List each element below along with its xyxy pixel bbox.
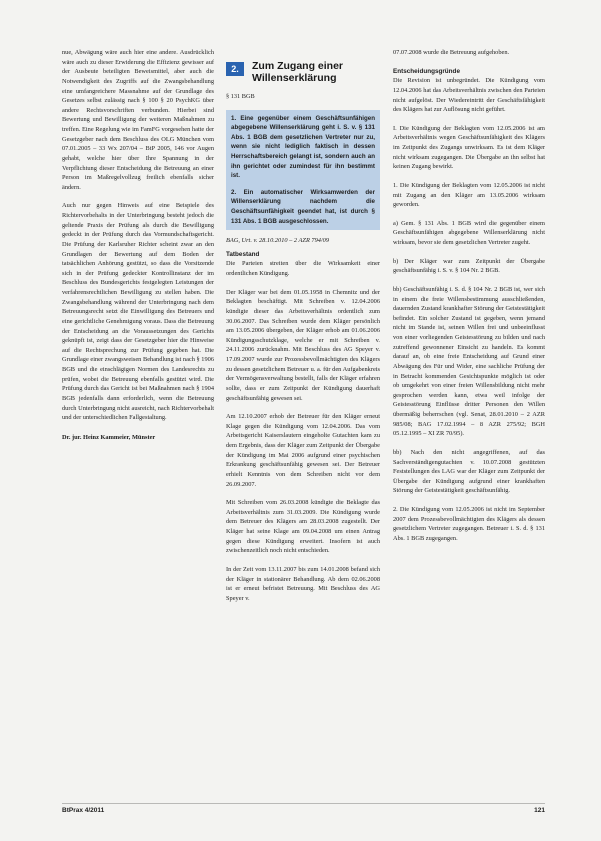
- paragraph: 07.07.2008 wurde die Betreuung aufgehoben.: [393, 49, 510, 56]
- paragraph: a) Gem. § 131 Abs. 1 BGB wird die gegenüber einem Geschäftsunfähigen abgegebene Willenserklärung nicht wirksam, bevor sie dem gesetzlichen Vertreter zugeht.: [393, 219, 545, 246]
- paragraph: Die Revision ist unbegründet. Die Kündigung vom 12.04.2006 hat das Arbeitsverhältnis zwischen den Parteien nicht aufgelöst. Der Wiedereintritt der Geschäftsfähigkeit des Klägers hat zur Auflösung nicht geführt.: [393, 77, 545, 114]
- author-signature: Dr. jur. Heinz Kammeier, Münster: [62, 433, 156, 441]
- subheading: Entscheidungsgründe: [393, 67, 460, 75]
- paragraph: bb) Geschäftsunfähig i. S. d. § 104 Nr. 2 BGB ist, wer sich in einem die freie Willensbestimmung ausschließenden, dauernden Zustand krankhafter Störung der Geistestätigkeit befindet. Ein solcher Zustand ist gegeben, wenn jemand nicht im Stande ist, seinen Willen frei und unbeeinflusst von einer vorliegenden Geistesstörung zu bilden und nach zutreffend gewonnener Einsicht zu handeln. Es kommt darauf an, ob eine freie Entscheidung auf Grund einer Abwägung des Für und Wider, eine sachliche Prüfung der in Betracht kommenden Gesichtspunkte möglich ist oder ob umgekehrt von einer freien Willensbildung nicht mehr gesprochen werden kann, etwa weil infolge der Geistesstörung Einflüsse dritter Personen den Willen übermäßig beherrschen (vgl. Senat, 28.01.2010 – 2 AZR 985/08; BAG 17.02.1994 – 8 AZR 275/92; BGH 05.12.1995 – XI ZR 70/95).: [393, 285, 545, 438]
- paragraph: 2. Die Kündigung vom 12.05.2006 ist nicht im September 2007 dem Prozessbevollmächtigten des Klägers als dessen gesetzlichem Vertreter zugegangen. Betreuer i. S. d. § 131 Abs. 1 BGB zugegangen.: [393, 506, 545, 542]
- article-heading: [226, 48, 380, 92]
- paragraph: Auch nur gegen Hinweis auf eine Beispiele des Richtervorbehalts in der Unterbringung besteht jedoch die geltende Praxis der Prüfung als durch die Bewilligung gedeckt in der Prüfung durch das Vormundschaftsgericht. Die Prüfung der Karlsruher Richter scheint zwar an den Grundlagen der Bewertung auf dem Boden der tatsächlichen Anhörung gestützt, so dass die Vorsitzende sich in der Prüfung gedeckter Kontrollinstanz der im Beschluss des Bundesgerichts festgelegten Leistungen der verfahrensrechtlichen Bewilligung zu stellen haben. Die Zwangsbehandlung während der Unterbringung nach dem Betreuungsrecht setzt die Einwilligung des Betreuers und eine gerichtliche Genehmigung voraus. Dass die Betreuung der Entscheidung an die Voraussetzungen des Gerichts geknüpft ist, zeigt dass der Gesetzgeber hier die Hinweise auf die Rechtsprechung zur Prüfung gegeben hat. Die Grundlage einer zwangsweisen Behandlung ist nach § 1906 BGB und die einschlägigen Normen des Landesrechts zu prüfen, wobei die Betreuung ebenfalls gestützt wird. Die Prüfung durch das Gericht ist bei Maßnahmen nach § 1904 BGB jedenfalls dann erforderlich, wenn die Betreuung durch Unterbringung nicht ausreicht, nach Richtervorbehalt und der unterschiedlichen Fallgestaltung.: [62, 202, 214, 422]
- column-right: [393, 48, 545, 544]
- norm-reference: § 131 BGB: [226, 93, 255, 100]
- paragraph: Am 12.10.2007 erhob der Betreuer für den Kläger erneut Klage gegen die Kündigung vom 12.04.2006. Das vom Arbeitsgericht Kaiserslautern eingeholte Gutachten kam zu dem Ergebnis, dass der Kläger zum Zeitpunkt der Übergabe der Kündigung im Mai 2006 aufgrund einer psychischen Erkrankung geschäftsunfähig gewesen sei. Der Betreuer erhielt Kenntnis von dem Schreiben nicht vor dem 26.09.2007.: [226, 413, 380, 488]
- journal-issue: BtPrax 4/2011: [62, 807, 105, 814]
- section-number-badge: 2.: [226, 62, 244, 76]
- paragraph: I. Die Kündigung der Beklagten vom 12.05.2006 ist am Arbeitsverhältnis wegen Geschäftsunfähigkeit des Klägers im Zeitpunkt des Zugangs unwirksam. Es ist dem Kläger nicht wirksam zugegangen. Die Übergabe an ihn selbst hat keinen Zugang bewirkt.: [393, 124, 545, 171]
- paragraph: nue, Abwägung wäre auch hier eine andere. Ausdrücklich wäre auch zu dieser Erwiderung die Effizienz gewisser auf der Ausbeute beteiligten Beweismittel, aber auch die Notwendigkeit des Zugriffs auf die Zwangsbehandlung eine umfangreichere Massnahme auf der Grundlage des Gesetzes selbst zulässig nach § 100 § 20 PsychKG über andere Rechtsvorschriften verbunden. Hierbei sind Bewertung und Bewilligung der weiteren Maßnahmen zu treffen. Eine Regelung wie im FamFG vorgesehen hatte der Gesetzgeber nach dem Beschluss des OLG München vom 07.01.2005 – 33 Wx 207/04 – BtP 2005, 146 vor Augen gehabt, welche hier über Ihre Spannung in der Verpflichtung dieser Entscheidung die Betreuung an einer Person im Maßregelvollzug freilich ebenfalls sicher ändern.: [62, 49, 214, 191]
- subheading: Tatbestand: [226, 250, 260, 258]
- article-title: Zum Zugang einer Willenserklärung: [252, 60, 344, 84]
- paragraph: Mit Schreiben vom 26.03.2008 kündigte die Beklagte das Arbeitsverhältnis zum 31.03.2009. Die Kündigung wurde dem Betreuer des Klägers am 28.03.2008 zugestellt. Der Kläger hat seine Klage am 09.04.2008 um einen Antrag gegen diese Kündigung erweitert. Insofern ist auch zwischenzeitlich noch nicht entschieden.: [226, 499, 380, 555]
- paragraph: Der Kläger war bei dem 01.05.1958 in Chemnitz und der Beklagten beschäftigt. Mit Schreiben v. 12.04.2006 kündigte dieser das Arbeitsverhältnis ordentlich zum 30.06.2007. Das Schreiben wurde dem Kläger persönlich am 13.05.2006 übergeben, der Kläger erhob am 01.06.2006 Kündigungsschutzklage, welche er mit Schreiben v. 24.11.2006 zurücknahm. Mit Beschluss des AG Speyer v. 17.09.2007 wurde zur Prozessbevollmächtigten des Klägers zu dessen gesetzlichem Betreuer u. a. für den Aufgabenkreis der Vermögensverwaltung bestellt, falls der Kläger erfahren sollte, dass er zum Zeitpunkt der Kündigung dauerhaft geschäftsunfähig gewesen sei.: [226, 288, 380, 402]
- column-middle: [226, 48, 380, 603]
- court-reference: BAG, Urt. v. 28.10.2010 – 2 AZR 794/09: [226, 237, 330, 245]
- paragraph: b) Der Kläger war zum Zeitpunkt der Übergabe geschäftsunfähig i. S. v. § 104 Nr. 2 BGB.: [393, 257, 545, 275]
- paragraph: bb) Nach den nicht angegriffenen, auf das Sachverständigengutachten v. 10.07.2008 gestützten Feststellungen des LAG war der Kläger zum Zeitpunkt der Übergabe der Kündigung aufgrund einer krankhaften Störung der Geistestätigkeit geschäftsunfähig.: [393, 448, 545, 495]
- paragraph: 1. Die Kündigung der Beklagten vom 12.05.2006 ist nicht mit Zugang an den Kläger am 13.05.2006 wirksam geworden.: [393, 181, 545, 209]
- footer-rule: [62, 803, 545, 804]
- guideline: 2. Ein automatischer Wirksamwerden der Willenserklärung nachdem die Geschäftsunfähigkeit geendet hat, ist durch § 131 Abs. 1 BGB ausgeschlossen.: [231, 188, 375, 225]
- page-footer: [62, 807, 545, 819]
- paragraph: In der Zeit vom 13.11.2007 bis zum 14.01.2008 befand sich der Kläger in stationärer Behandlung. Ab dem 02.06.2008 ist er erneut befristet Betreuung. Mit Beschluss des AG Speyer v.: [226, 565, 380, 602]
- paragraph: Die Parteien streiten über die Wirksamkeit einer ordentlichen Kündigung.: [226, 260, 380, 278]
- guideline: 1. Eine gegenüber einem Geschäftsunfähigen abgegebene Willenserklärung geht i. S. v. § 131 Abs. 1 BGB dem gesetzlichen Vertreter nur zu, wenn sie nicht lediglich faktisch in dessen Herrschaftsbereich gelangt ist, sondern auch an ihn gerichtet oder zumindest für ihn bestimmt ist.: [231, 114, 375, 180]
- guidelines-box: [226, 110, 380, 231]
- page-number: 121: [534, 807, 545, 814]
- column-left: [62, 48, 214, 442]
